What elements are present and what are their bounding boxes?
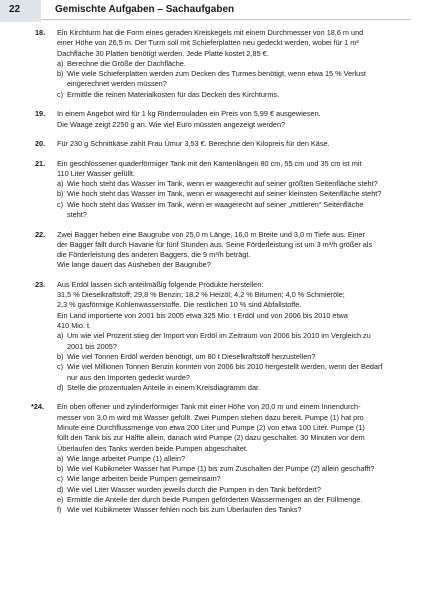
task-text: Die Waage zeigt 2250 g an. Wie viel Euro müssten angezeigt werden?	[57, 119, 286, 129]
task-text: Aus Erdöl lassen sich anteilmäßig folgende Produkte herstellen:	[57, 279, 264, 289]
task-text: Zwei Bagger heben eine Baugrube von 25,0 m Länge, 16,0 m Breite und 3,0 m Tiefe aus. Einer	[57, 229, 365, 239]
task-19	[0, 109, 425, 130]
subtask-f	[57, 505, 385, 515]
subtask-text: Wie viel Kubikmeter Wasser fehlen noch bis zum Überlaufen des Tanks?	[67, 505, 302, 515]
page-number-box	[0, 0, 41, 22]
subtask-text: Wie viel Liter Wasser wurden jeweils durch die Pumpen in den Tank befördert?	[67, 484, 321, 494]
subtask-c	[57, 200, 385, 221]
subtask-label: c)	[57, 362, 64, 372]
subtask-e	[57, 495, 385, 505]
subtask-label: a)	[57, 179, 64, 189]
task-number: 22.	[35, 229, 46, 239]
subtask-a	[57, 454, 385, 464]
task-18	[0, 28, 425, 100]
task-text: Minute eine Durchflussmenge von etwa 200 Liter und Pumpe (2) von etwa 100 Liter. Pumpe (1)	[57, 422, 365, 432]
exercise-list	[0, 28, 425, 525]
task-text: einer Höhe von 26,5 m. Der Turm soll mit Schieferplatten neu gedeckt werden, wobei für 1 m² Dachfläche 30 Platten benötigt werden. Jede Platte kostet 2,85 €.	[57, 38, 359, 58]
subtask-text: Wie hoch steht das Wasser im Tank, wenn er waagerecht auf seiner kleinsten Seitenfläche steht?	[67, 189, 382, 199]
page-header	[0, 0, 425, 22]
task-text: füllt den Tank bis zur Hälfte allein, danach wird Pumpe (2) dazu geschaltet. 30 Minuten vor dem	[57, 433, 365, 443]
subtask-text: Wie lange arbeiten beide Pumpen gemeinsam?	[67, 474, 221, 484]
task-text: messer von 3,0 m wird mit Wasser gefüllt. Zwei Pumpen stehen dazu bereit. Pumpe (1) hat pro	[57, 412, 364, 422]
task-text: Ein geschlossener quaderförmiger Tank mit den Kantenlängen 80 cm, 55 cm und 35 cm ist mit	[57, 158, 362, 168]
task-21	[0, 159, 425, 221]
task-number: 19.	[35, 109, 46, 119]
task-22	[0, 230, 425, 271]
task-number: 20.	[35, 139, 46, 149]
task-number: 21.	[35, 158, 46, 168]
subtask-label: b)	[57, 189, 64, 199]
subtask-label: a)	[57, 331, 64, 341]
subtask-label: f)	[57, 505, 62, 515]
subtask-label: b)	[57, 464, 64, 474]
task-number: 18.	[35, 28, 46, 37]
header-divider	[41, 19, 411, 20]
task-number: 23.	[35, 279, 46, 289]
task-20	[0, 139, 425, 149]
subtask-b	[57, 69, 385, 90]
subtask-b	[57, 352, 385, 362]
task-number: *24.	[31, 402, 44, 412]
task-text: Wie lange dauert das Ausheben der Baugrube?	[57, 260, 211, 270]
subtask-c	[57, 90, 385, 100]
subtask-d	[57, 383, 385, 393]
subtask-label: c)	[57, 474, 64, 484]
task-text: In einem Angebot wird für 1 kg Rinderrouladen ein Preis von 5,99 € ausgewiesen.	[57, 109, 321, 119]
chapter-title: Gemischte Aufgaben – Sachaufgaben	[55, 4, 235, 15]
subtask-text: Wie viel Tonnen Erdöl werden benötigt, um 80 t Dieselkraftstoff herzustellen?	[67, 351, 316, 361]
subtask-d	[57, 485, 385, 495]
subtask-text: Um wie viel Prozent stieg der Import von Erdöl im Zeitraum von 2006 bis 2010 im Vergleich zu 2001 bis 2005?	[67, 331, 371, 351]
subtask-label: a)	[57, 58, 64, 68]
task-23	[0, 280, 425, 393]
subtask-b	[57, 464, 385, 474]
subtask-text: Wie hoch steht das Wasser im Tank, wenn er waagerecht auf seiner größten Seitenfläche steht?	[67, 179, 378, 189]
page-number: 22	[9, 4, 21, 15]
subtask-label: b)	[57, 351, 64, 361]
task-24	[0, 402, 425, 515]
task-text: 110 Liter Wasser gefüllt.	[57, 168, 135, 178]
subtask-text: Wie viel Kubikmeter Wasser hat Pumpe (1) bis zum Zuschalten der Pumpe (2) allein geschafft?	[67, 464, 375, 474]
subtask-text: Ermittle die Anteile der durch beide Pumpen geförderten Wassermengen an der Füllmenge.	[67, 495, 363, 504]
task-text: Überlaufen des Tanks werden beide Pumpen abgeschaltet.	[57, 443, 248, 453]
task-text: Ein Kirchturm hat die Form eines geraden Kreiskegels mit einem Durchmesser von 18,6 m und	[57, 28, 364, 37]
subtask-text: Wie viele Schieferplatten werden zum Decken des Turmes benötigt, wenn etwa 15 % Verlust eingerechnet werden müssen?	[67, 69, 366, 89]
subtask-text: Wie lange arbeitet Pumpe (1) allein?	[67, 453, 186, 463]
task-text: 410 Mio. t.	[57, 321, 92, 331]
subtask-b	[57, 189, 385, 199]
subtask-label: e)	[57, 495, 64, 504]
task-text: 31,5 % Dieselkraftstoff; 29,8 % Benzin; 18,2 % Heizöl; 4,2 % Bitumen; 4,0 % Schmieröle;	[57, 290, 345, 300]
subtask-text: Berechne die Größe der Dachfläche.	[67, 58, 186, 68]
subtask-c	[57, 474, 385, 484]
subtask-a	[57, 59, 385, 69]
task-text: der Bagger fällt durch Havarie für fünf Stunden aus. Seine Förderleistung ist um 3 m³/h größer als	[57, 239, 373, 249]
subtask-text: Stelle die prozentualen Anteile in einem Kreisdiagramm dar.	[67, 382, 261, 392]
subtask-label: d)	[57, 382, 64, 392]
task-text: die Förderleistung des anderen Baggers, die 9 m³/h beträgt.	[57, 250, 251, 260]
task-text: Ein Land importierte von 2001 bis 2005 etwa 325 Mio. t Erdöl und von 2006 bis 2010 etwa	[57, 310, 348, 320]
task-text: Ein oben offener und zylinderförmiger Tank mit einer Höhe von 20,0 m und einem Innendurch-	[57, 402, 361, 412]
task-text: Für 230 g Schnittkäse zahlt Frau Ümur 3,53 €. Berechne den Kilopreis für den Käse.	[57, 139, 330, 149]
subtask-c	[57, 362, 385, 383]
subtask-label: d)	[57, 484, 64, 494]
subtask-label: b)	[57, 69, 64, 79]
subtask-text: Wie viel Millionen Tonnen Benzin konnten von 2006 bis 2010 hergestellt werden, wenn der Bedarf nur aus den Importen gedeckt wurde?	[67, 362, 383, 382]
subtask-label: c)	[57, 199, 64, 209]
subtask-text: Ermittle die reinen Materialkosten für das Decken des Kirchturms.	[67, 89, 280, 99]
subtask-a	[57, 179, 385, 189]
subtask-a	[57, 331, 385, 352]
subtask-label: a)	[57, 453, 64, 463]
task-text: 2,3 % gasförmige Kohlenwasserstoffe. Die restlichen 10 % sind Abfallstoffe.	[57, 300, 302, 310]
subtask-text: Wie hoch steht das Wasser im Tank, wenn er waagerecht auf seiner „mittleren“ Seitenfläche steht?	[67, 199, 364, 220]
subtask-label: c)	[57, 89, 64, 99]
